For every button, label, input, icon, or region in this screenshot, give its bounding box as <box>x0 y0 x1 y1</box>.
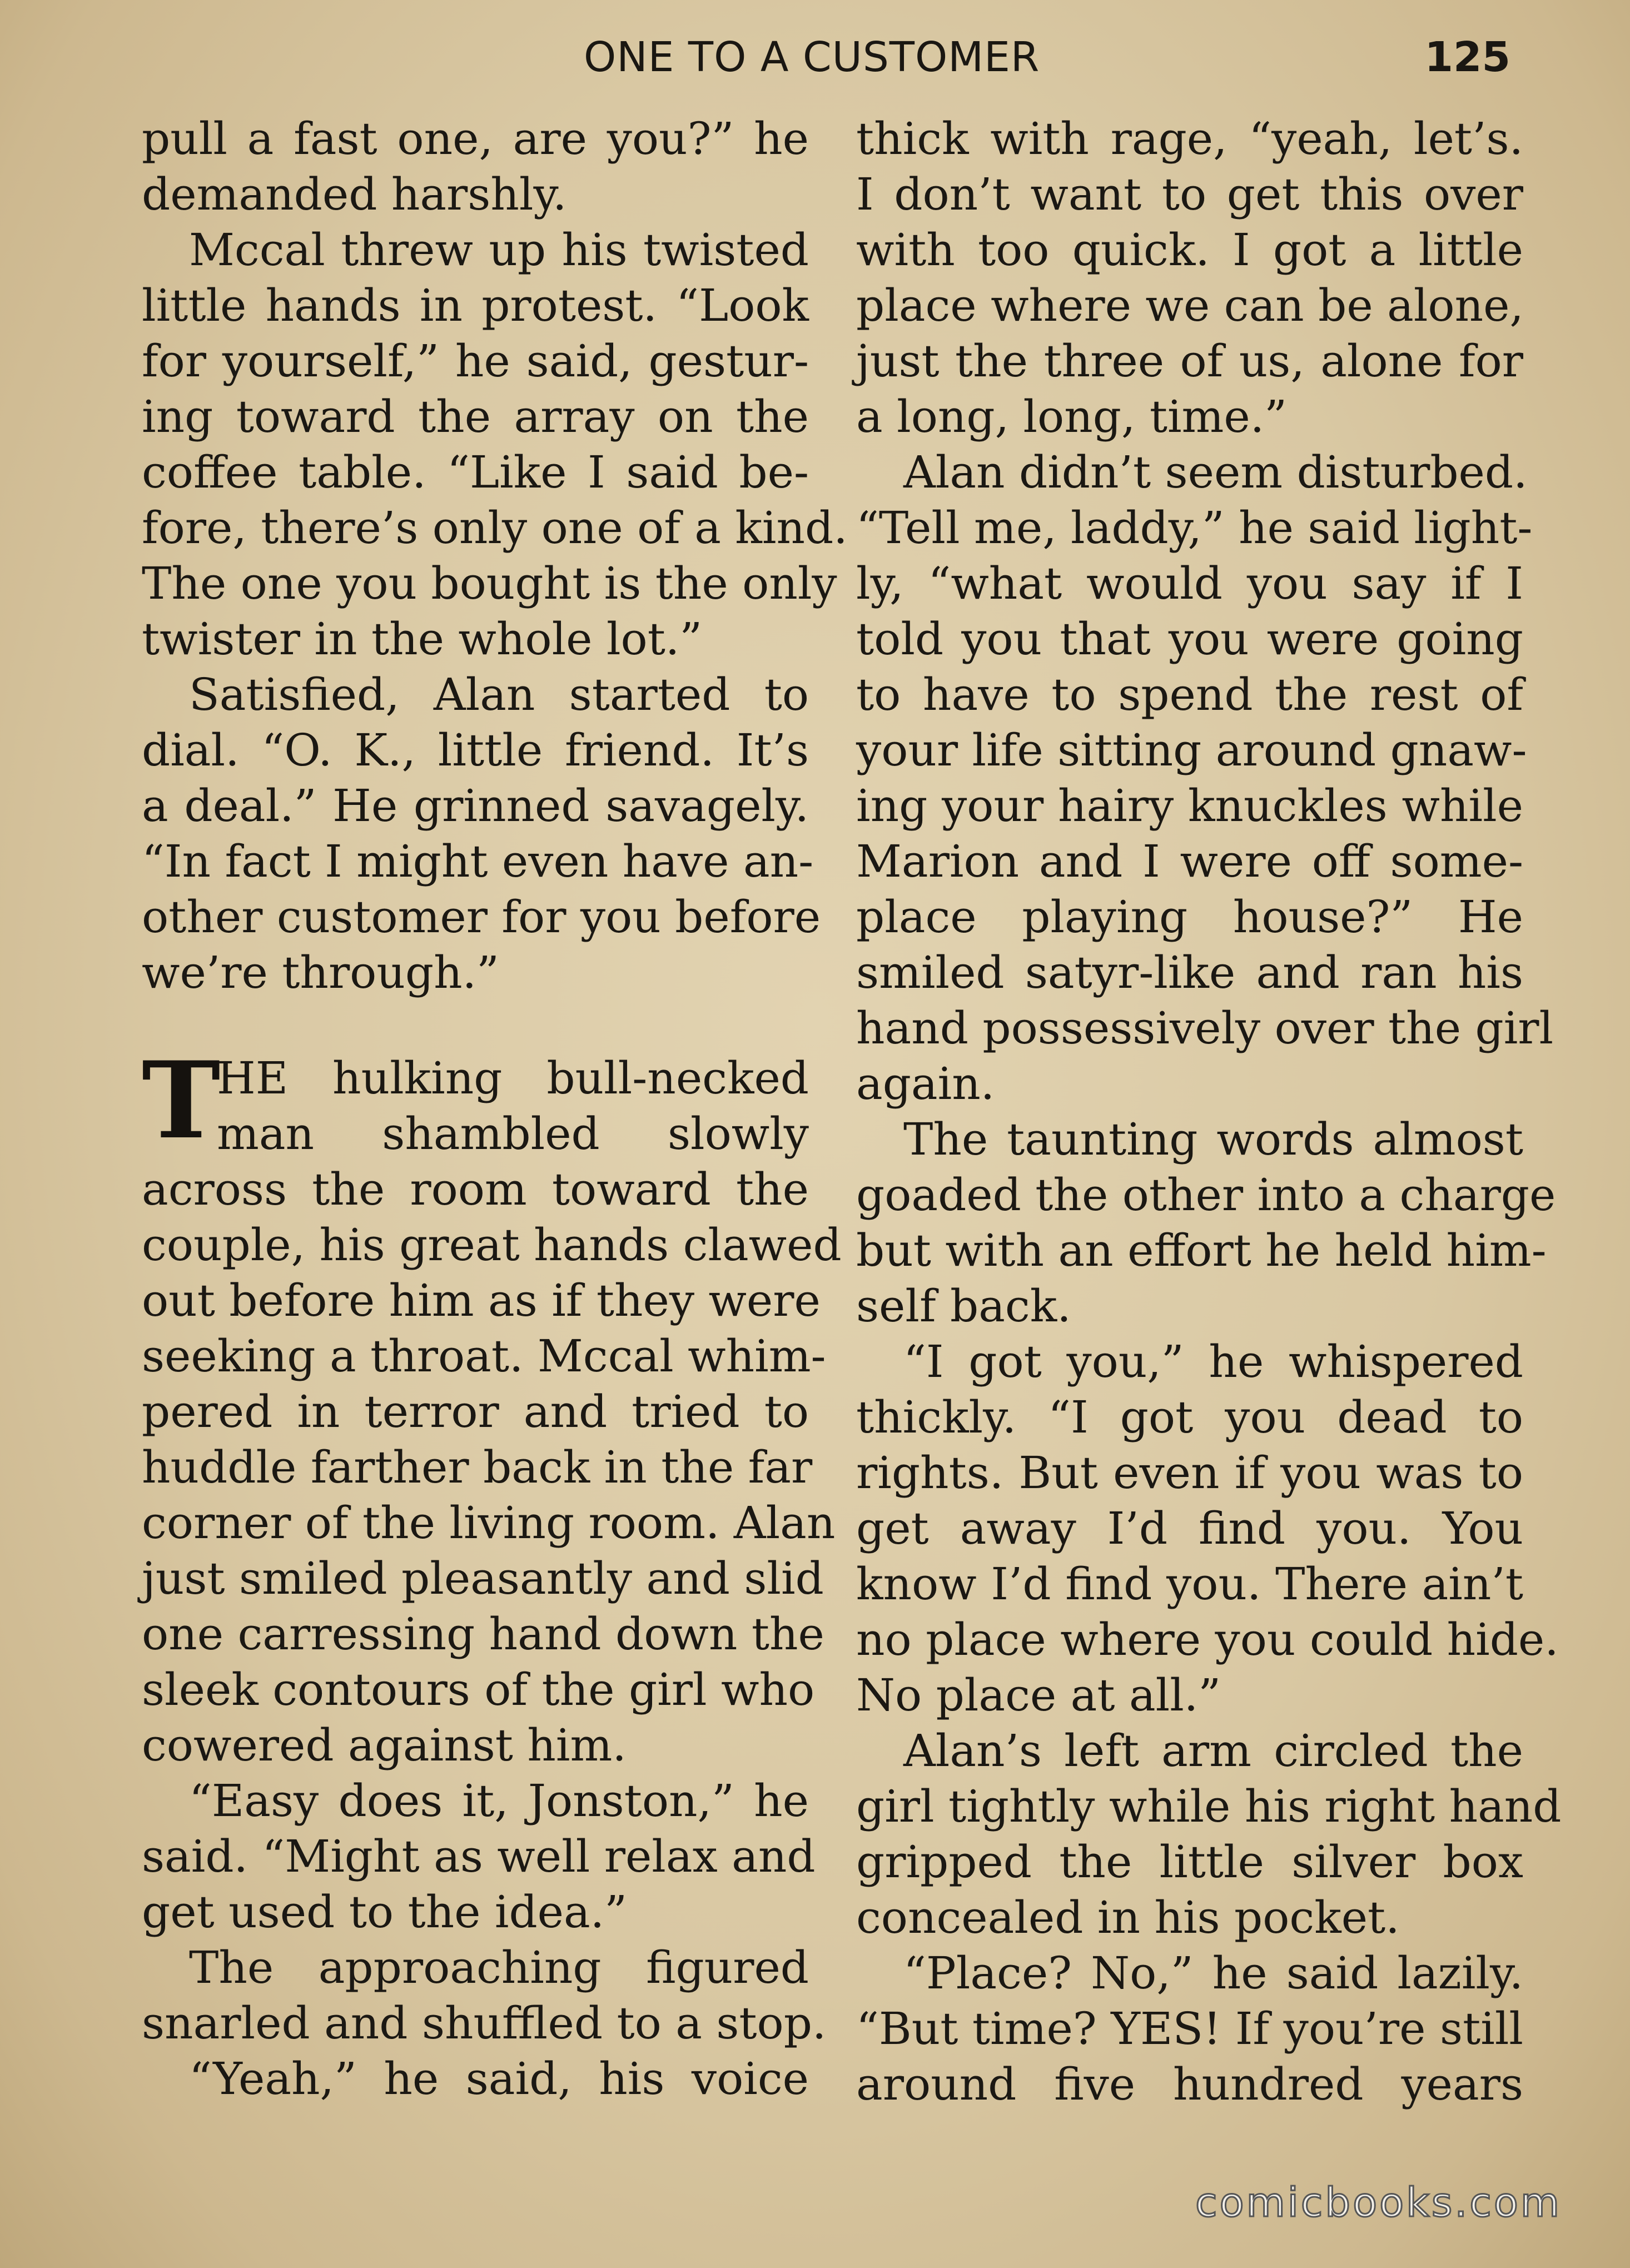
text-line: a long, long, time.” <box>856 391 1288 442</box>
text-line: place playing house?” He <box>856 891 1523 943</box>
text-line: demanded harshly. <box>142 168 567 220</box>
text-line: The taunting words almost <box>903 1113 1523 1165</box>
text-line: huddle farther back in the far <box>142 1441 813 1493</box>
watermark: comicbooks.com <box>1195 2179 1562 2226</box>
text-line: “Place? No,” he said lazily. <box>903 1947 1523 1999</box>
text-line: thickly. “I got you dead to <box>856 1391 1523 1443</box>
text-line: know I’d find you. There ain’t <box>856 1558 1523 1610</box>
text-line: with too quick. I got a little <box>856 224 1523 276</box>
text-line: ly, “what would you say if I <box>856 558 1523 609</box>
drop-cap-letter: T <box>142 1038 221 1162</box>
text-line: dial. “O. K., little friend. It’s <box>142 724 809 776</box>
text-line: self back. <box>856 1280 1071 1332</box>
text-line: for yourself,” he said, gestur- <box>142 335 809 387</box>
text-line: we’re through.” <box>142 947 499 998</box>
text-line: goaded the other into a charge <box>856 1169 1556 1221</box>
text-line: seeking a throat. Mccal whim- <box>142 1330 826 1382</box>
text-line: corner of the living room. Alan <box>142 1497 836 1549</box>
text-line: Alan’s left arm circled the <box>903 1725 1523 1777</box>
text-line: I don’t want to get this over <box>856 168 1523 220</box>
text-line: across the room toward the <box>142 1163 809 1215</box>
text-line: coffee table. “Like I said be- <box>142 446 809 498</box>
text-line: snarled and shuffled to a stop. <box>142 1997 827 2049</box>
text-line: fore, there’s only one of a kind. <box>142 502 848 554</box>
text-line: Alan didn’t seem disturbed. <box>903 446 1528 498</box>
text-line: rights. But even if you was to <box>856 1447 1523 1499</box>
text-line: twister in the whole lot.” <box>142 613 703 665</box>
text-line: “But time? YES! If you’re still <box>856 2003 1523 2055</box>
text-line: one carressing hand down the <box>142 1608 824 1660</box>
text-line: “Yeah,” he said, his voice <box>189 2053 809 2105</box>
text-line: a deal.” He grinned savagely. <box>142 780 809 832</box>
text-line: out before him as if they were <box>142 1275 821 1326</box>
text-line: place where we can be alone, <box>856 280 1524 331</box>
text-line: thick with rage, “yeah, let’s. <box>856 113 1523 165</box>
text-line: get used to the idea.” <box>142 1886 628 1938</box>
text-line: pull a fast one, are you?” he <box>142 113 809 165</box>
text-line: ing your hairy knuckles while <box>856 780 1523 832</box>
page-number: 125 <box>1424 33 1510 81</box>
text-line: concealed in his pocket. <box>856 1892 1400 1943</box>
text-line: No place at all.” <box>856 1669 1221 1721</box>
right-text-column <box>856 111 1562 2112</box>
text-line: Satisfied, Alan started to <box>189 669 809 720</box>
text-line: just smiled pleasantly and slid <box>142 1553 824 1604</box>
left-text-column <box>142 111 848 2107</box>
running-title: ONE TO A CUSTOMER <box>584 33 1040 81</box>
text-line: The approaching figured <box>189 1942 809 1993</box>
text-line: but with an effort he held him- <box>856 1225 1547 1276</box>
text-line: “Tell me, laddy,” he said light- <box>856 502 1533 554</box>
text-line: HE hulking bull-necked <box>217 1052 809 1104</box>
text-line: smiled satyr-like and ran his <box>856 947 1523 998</box>
text-line: just the three of us, alone for <box>856 335 1523 387</box>
text-line: ing toward the array on the <box>142 391 809 442</box>
text-line: told you that you were going <box>856 613 1523 665</box>
text-line: around five hundred years <box>856 2058 1523 2110</box>
text-line: get away I’d find you. You <box>856 1503 1523 1554</box>
text-line: “Easy does it, Jonston,” he <box>189 1775 809 1827</box>
text-line: cowered against him. <box>142 1719 627 1771</box>
text-line: hand possessively over the girl <box>856 1002 1554 1054</box>
text-line: The one you bought is the only <box>142 558 837 609</box>
text-line: pered in terror and tried to <box>142 1386 809 1438</box>
text-line: again. <box>856 1058 995 1110</box>
text-line: girl tightly while his right hand <box>856 1780 1562 1832</box>
text-line: no place where you could hide. <box>856 1614 1559 1665</box>
section-break <box>142 1001 809 1051</box>
text-line: Mccal threw up his twisted <box>189 224 809 276</box>
text-line: other customer for you before <box>142 891 821 943</box>
text-line: said. “Might as well relax and <box>142 1831 816 1882</box>
text-line: gripped the little silver box <box>856 1836 1523 1888</box>
text-line: man shambled slowly <box>217 1108 809 1160</box>
text-line: to have to spend the rest of <box>856 669 1523 720</box>
text-line: Marion and I were off some- <box>856 835 1523 887</box>
text-line: little hands in protest. “Look <box>142 280 809 331</box>
text-line: your life sitting around gnaw- <box>856 724 1527 776</box>
text-line: couple, his great hands clawed <box>142 1219 842 1271</box>
text-line: sleek contours of the girl who <box>142 1664 815 1715</box>
text-line: “I got you,” he whispered <box>903 1336 1523 1387</box>
text-line: “In fact I might even have an- <box>142 835 814 887</box>
